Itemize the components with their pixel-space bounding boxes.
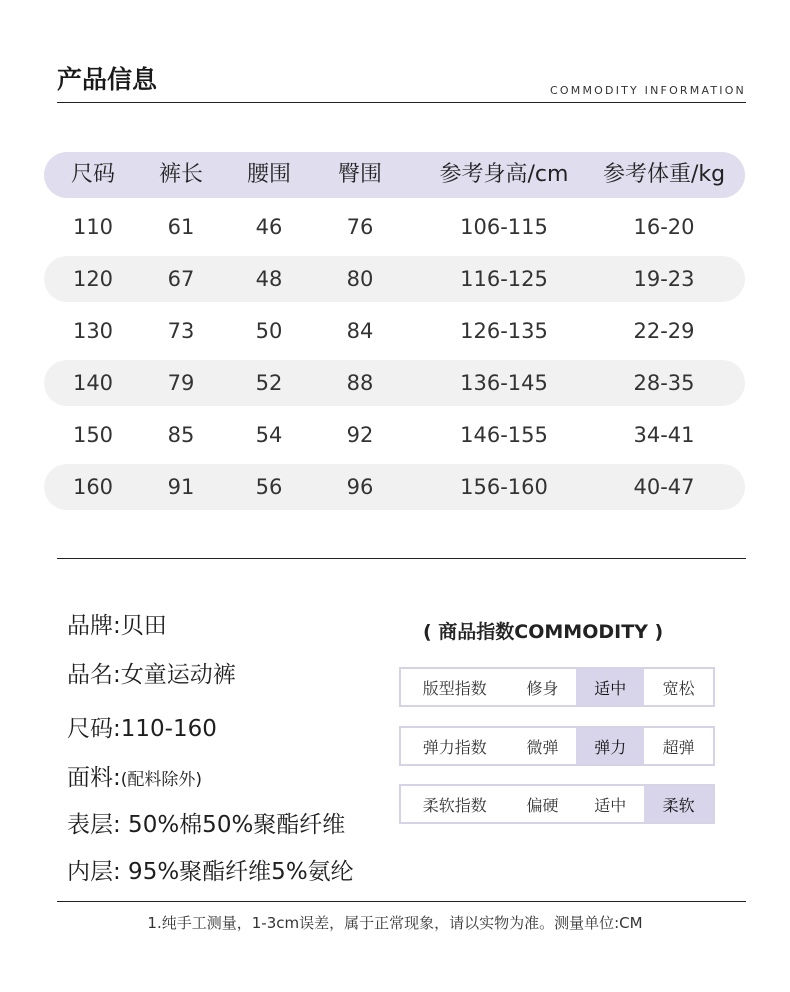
divider-bottom bbox=[57, 901, 746, 902]
table-cell: 67 bbox=[167, 267, 195, 291]
table-cell: 56 bbox=[255, 475, 283, 499]
table-cell: 140 bbox=[72, 371, 114, 395]
index-option: 超弹 bbox=[662, 737, 695, 757]
table-cell: 34-41 bbox=[633, 423, 695, 447]
table-row bbox=[44, 256, 745, 302]
index-option-selected: 适中 bbox=[576, 669, 644, 705]
table-row bbox=[44, 412, 745, 458]
divider-middle bbox=[57, 558, 746, 559]
table-cell: 88 bbox=[346, 371, 374, 395]
softness-index-row bbox=[399, 784, 715, 824]
index-option-selected: 弹力 bbox=[576, 728, 644, 764]
product-name-text: 品名:女童运动裤 bbox=[67, 662, 236, 688]
table-cell: 120 bbox=[72, 267, 114, 291]
table-cell: 61 bbox=[167, 215, 195, 239]
table-row bbox=[44, 204, 745, 250]
table-row bbox=[44, 308, 745, 354]
table-cell: 106-115 bbox=[460, 215, 548, 239]
index-option: 适中 bbox=[594, 795, 627, 815]
table-cell: 48 bbox=[255, 267, 283, 291]
table-cell: 80 bbox=[346, 267, 374, 291]
inner-layer-text: 内层: 95%聚酯纤维5%氨纶 bbox=[67, 859, 354, 885]
table-cell: 76 bbox=[346, 215, 374, 239]
fabric-line bbox=[67, 759, 202, 792]
table-row bbox=[44, 464, 745, 510]
table-cell: 150 bbox=[72, 423, 114, 447]
elasticity-index-row bbox=[399, 726, 715, 766]
size-range-text: 尺码:110-160 bbox=[67, 716, 217, 742]
table-cell: 50 bbox=[255, 319, 283, 343]
index-label: 版型指数 bbox=[422, 678, 487, 698]
index-option: 偏硬 bbox=[526, 795, 559, 815]
column-header: 裤长 bbox=[158, 162, 203, 187]
table-cell: 28-35 bbox=[633, 371, 695, 395]
measurement-note: 1.纯手工测量，1-3cm误差，属于正常现象，请以实物为准。测量单位:CM bbox=[147, 914, 643, 932]
table-cell: 84 bbox=[346, 319, 374, 343]
table-cell: 146-155 bbox=[460, 423, 548, 447]
table-cell: 91 bbox=[167, 475, 195, 499]
table-cell: 54 bbox=[255, 423, 283, 447]
brand-text: 品牌:贝田 bbox=[67, 613, 167, 639]
table-cell: 92 bbox=[346, 423, 374, 447]
table-cell: 79 bbox=[167, 371, 195, 395]
table-header-row bbox=[44, 152, 745, 198]
table-cell: 16-20 bbox=[633, 215, 695, 239]
size-table bbox=[44, 152, 745, 516]
column-header: 参考身高/cm bbox=[439, 162, 569, 187]
index-option: 微弹 bbox=[526, 737, 559, 757]
outer-layer-text: 表层: 50%棉50%聚酯纤维 bbox=[67, 812, 346, 838]
table-cell: 130 bbox=[72, 319, 114, 343]
column-header: 尺码 bbox=[70, 162, 115, 187]
index-option: 宽松 bbox=[662, 678, 695, 698]
table-cell: 110 bbox=[72, 215, 114, 239]
index-label: 柔软指数 bbox=[422, 795, 487, 815]
index-option-selected: 柔软 bbox=[644, 786, 713, 822]
divider-top bbox=[57, 102, 746, 103]
table-cell: 52 bbox=[255, 371, 283, 395]
page-title: 产品信息 bbox=[57, 65, 158, 94]
column-header: 参考体重/kg bbox=[602, 162, 726, 187]
table-cell: 46 bbox=[255, 215, 283, 239]
column-header: 腰围 bbox=[246, 162, 291, 187]
table-cell: 156-160 bbox=[460, 475, 548, 499]
table-cell: 40-47 bbox=[633, 475, 695, 499]
index-option: 修身 bbox=[526, 678, 559, 698]
table-cell: 73 bbox=[167, 319, 195, 343]
table-cell: 22-29 bbox=[633, 319, 695, 343]
page-subtitle: COMMODITY INFORMATION bbox=[550, 84, 746, 97]
column-header: 臀围 bbox=[337, 162, 382, 187]
table-cell: 85 bbox=[167, 423, 195, 447]
fabric-label: 面料: bbox=[67, 765, 121, 791]
table-cell: 116-125 bbox=[460, 267, 548, 291]
table-cell: 136-145 bbox=[460, 371, 548, 395]
index-label: 弹力指数 bbox=[422, 737, 487, 757]
table-row bbox=[44, 360, 745, 406]
fabric-note: (配料除外) bbox=[120, 770, 203, 790]
fit-index-row bbox=[399, 667, 715, 707]
table-cell: 160 bbox=[72, 475, 114, 499]
table-cell: 19-23 bbox=[633, 267, 695, 291]
table-cell: 96 bbox=[346, 475, 374, 499]
table-cell: 126-135 bbox=[460, 319, 548, 343]
index-title: ( 商品指数COMMODITY ) bbox=[423, 621, 664, 643]
